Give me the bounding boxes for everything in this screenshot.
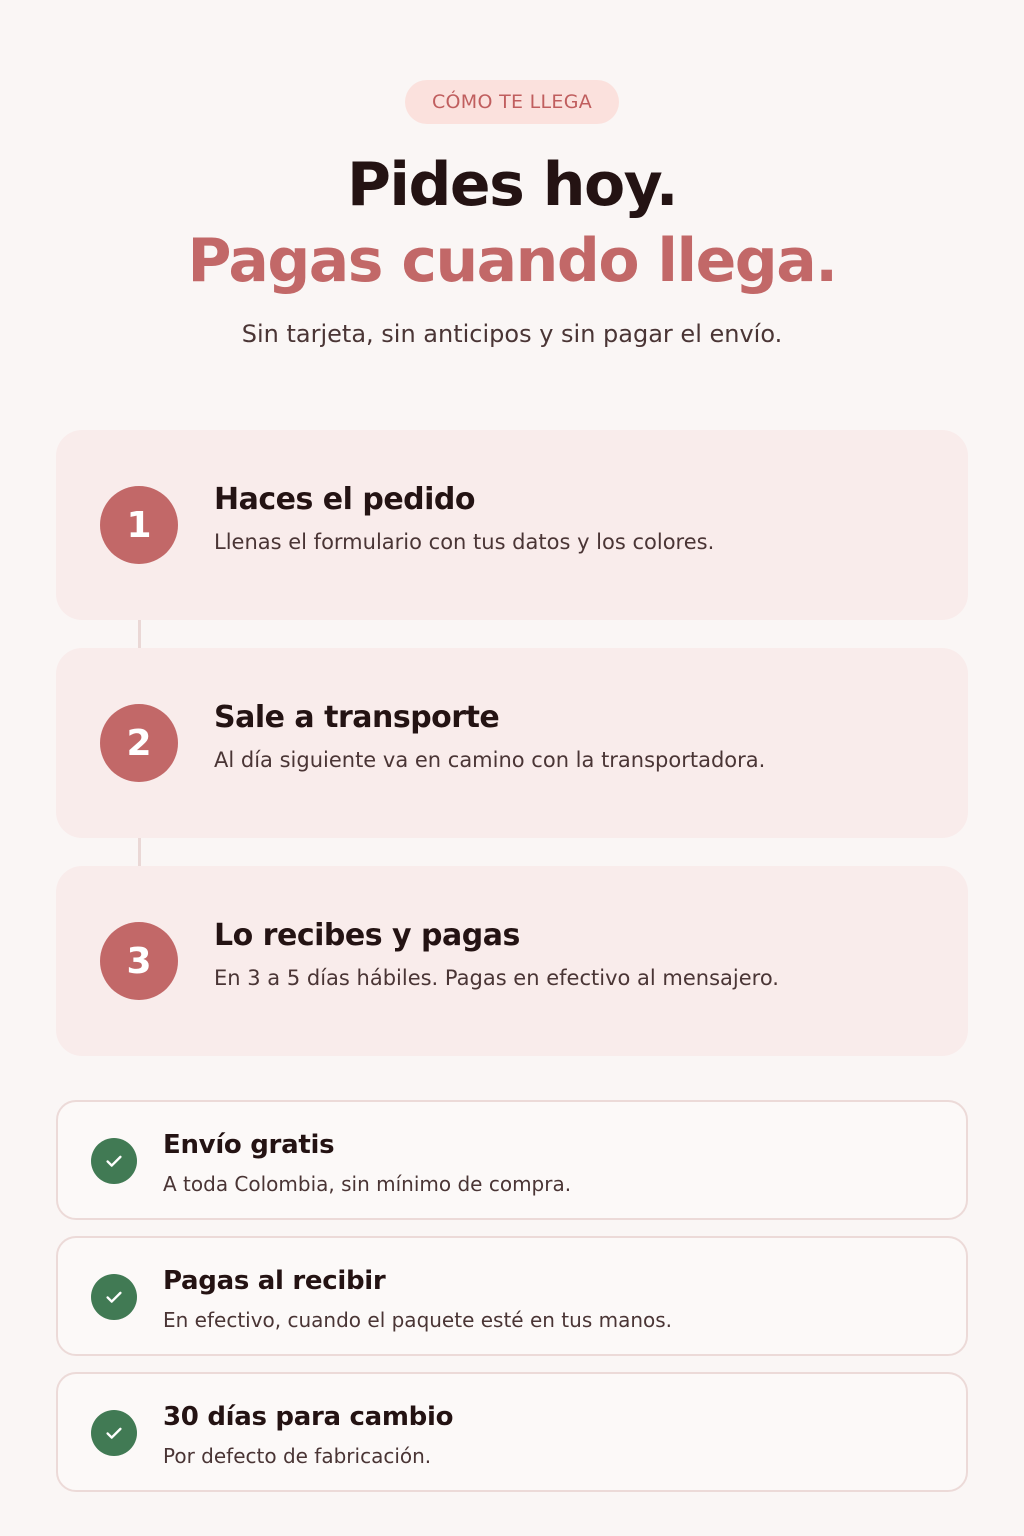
feature-card-exchange bbox=[56, 1372, 968, 1492]
feature-card-pay-on-delivery bbox=[56, 1236, 968, 1356]
step-description: Llenas el formulario con tus datos y los colores. bbox=[214, 530, 715, 554]
step-description: En 3 a 5 días hábiles. Pagas en efectivo al mensajero. bbox=[214, 966, 779, 990]
check-icon bbox=[91, 1138, 137, 1184]
feature-description: A toda Colombia, sin mínimo de compra. bbox=[163, 1172, 572, 1196]
feature-title: 30 días para cambio bbox=[163, 1402, 454, 1432]
step-title: Lo recibes y pagas bbox=[214, 918, 520, 953]
feature-description: Por defecto de fabricación. bbox=[163, 1444, 432, 1468]
feature-title: Pagas al recibir bbox=[163, 1266, 386, 1296]
timeline-connector bbox=[138, 618, 141, 650]
step-card-2 bbox=[56, 648, 968, 838]
eyebrow-label: CÓMO TE LLEGA bbox=[431, 91, 593, 113]
step-title: Haces el pedido bbox=[214, 482, 476, 517]
step-number-badge: 2 bbox=[100, 704, 178, 782]
timeline-connector bbox=[138, 836, 141, 868]
step-card-3 bbox=[56, 866, 968, 1056]
check-icon bbox=[91, 1274, 137, 1320]
headline-subtitle: Sin tarjeta, sin anticipos y sin pagar el envío. bbox=[241, 320, 783, 348]
feature-card-free-shipping bbox=[56, 1100, 968, 1220]
step-number-badge: 3 bbox=[100, 922, 178, 1000]
step-title: Sale a transporte bbox=[214, 700, 500, 735]
headline-line-1: Pides hoy. bbox=[346, 150, 678, 220]
section-eyebrow-badge bbox=[405, 80, 619, 124]
feature-title: Envío gratis bbox=[163, 1130, 335, 1160]
headline-line-2: Pagas cuando llega. bbox=[187, 226, 837, 296]
feature-description: En efectivo, cuando el paquete esté en tus manos. bbox=[163, 1308, 673, 1332]
step-number-badge: 1 bbox=[100, 486, 178, 564]
step-description: Al día siguiente va en camino con la transportadora. bbox=[214, 748, 766, 772]
check-icon bbox=[91, 1410, 137, 1456]
step-card-1 bbox=[56, 430, 968, 620]
